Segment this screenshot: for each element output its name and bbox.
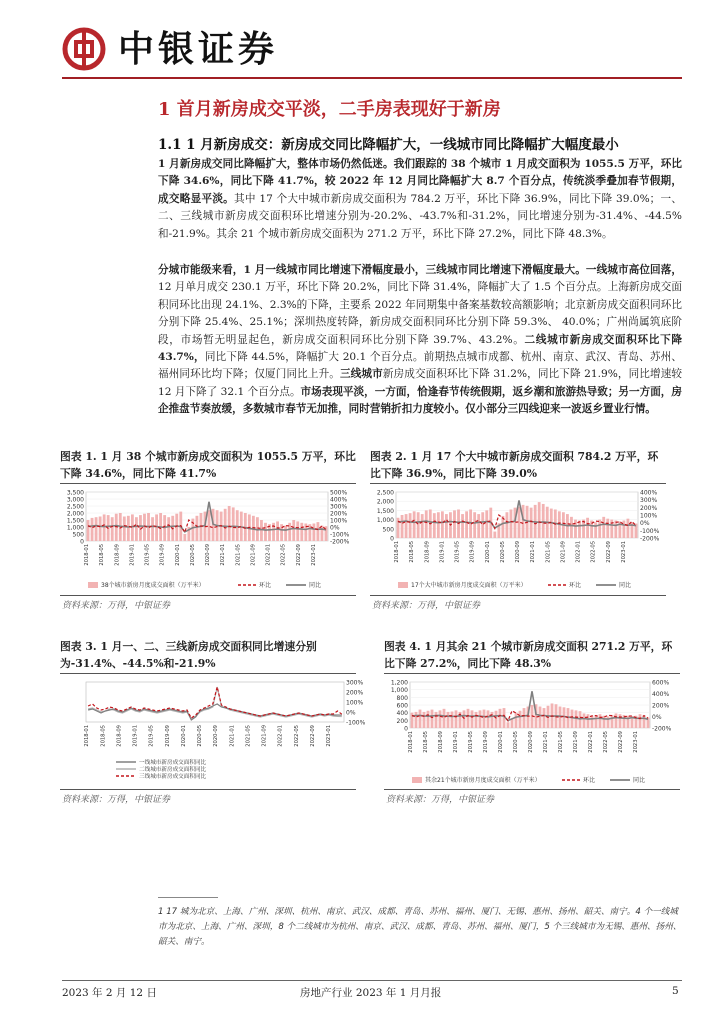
left-axis-tick-label: 1,200	[390, 679, 408, 687]
section-title: 1 首月新房成交平淡，二手房表现好于新房	[158, 99, 501, 120]
figure-1-bottom-rule	[60, 595, 356, 596]
bar	[594, 522, 597, 538]
x-axis-tick-label: 2018-05	[99, 543, 106, 566]
figure-1-rule	[60, 483, 356, 484]
paragraph-1	[158, 156, 682, 243]
legend-tier-label: 三线城市新房成交面积同比	[139, 774, 207, 780]
bar	[413, 511, 416, 538]
x-axis-tick-label: 2019-09	[164, 725, 171, 747]
bar	[495, 711, 498, 728]
figure-3-bottom-rule	[60, 789, 356, 790]
x-axis-tick-label: 2020-01	[484, 541, 491, 563]
figure-1-title: 图表 1. 1 月 38 个城市新房成交面积为 1055.5 万平，环比下降 34.6%，同比下降 41.7%	[60, 450, 356, 480]
figure-4-bottom-rule	[384, 789, 680, 790]
bar	[461, 514, 464, 538]
right-axis-tick-label: 100%	[640, 512, 658, 520]
bar	[453, 510, 456, 538]
legend-bar-label: 17个大中城市新房月度成交面积（万平米）	[411, 582, 527, 589]
right-axis-tick-label: 0%	[330, 524, 340, 532]
x-axis-tick-label: 2020-09	[515, 540, 521, 563]
bar	[421, 514, 424, 538]
left-axis-tick-label: 2,500	[66, 503, 84, 511]
bar	[599, 714, 602, 728]
x-axis-tick-label: 2018-09	[116, 725, 123, 747]
figure-3-source: 资料来源：万得，中银证券	[62, 795, 171, 805]
page-number: 5	[672, 985, 679, 997]
paragraph-2-text-2: 同比下降 44.5%，降幅扩大 20.1 个百分点。前期热点城市成都、杭州、南京、武汉、青岛、苏州、福州同环比均下降；仅厦门同比上升。	[158, 351, 683, 381]
right-axis-tick-label: 300%	[330, 503, 348, 511]
right-axis-tick-label: 400%	[330, 496, 348, 504]
left-axis-tick-label: 600	[396, 702, 408, 710]
bar	[471, 710, 474, 728]
bar	[284, 526, 287, 541]
x-axis-tick-label: 2020-09	[213, 725, 220, 747]
bar	[603, 716, 606, 728]
figure-2-source: 资料来源：万得，中银证券	[372, 601, 481, 611]
bar	[425, 510, 428, 538]
x-axis-tick-label: 2021-09	[573, 731, 579, 753]
left-axis-tick-label: 0	[390, 535, 394, 543]
bar	[543, 708, 546, 728]
x-axis-tick-label: 2020-01	[174, 544, 181, 566]
paragraph-1-bold: 1 月新房成交同比降幅扩大，整体市场仍然低迷。我们跟踪的 38 个城市 1 月成交面积为 1055.5 万平，环比下降 34.6%，同比下降 41.7%，较 2022 年 12 月同比降幅扩大 8.7 个百分点，传统淡季叠加春节假期，成交略显平淡。	[158, 158, 682, 205]
x-axis-tick-label: 2019-01	[129, 544, 136, 566]
bar	[598, 520, 601, 538]
bar	[435, 712, 438, 728]
x-axis-tick-label: 2021-01	[543, 731, 549, 753]
x-axis-tick-label: 2022-05	[603, 731, 609, 753]
boc-logo-icon	[62, 27, 106, 71]
bar	[465, 511, 468, 538]
bar	[481, 512, 484, 538]
x-axis-tick-label: 2023-01	[620, 541, 627, 563]
x-axis-tick-label: 2023-01	[633, 731, 639, 753]
right-axis-tick-label: 600%	[652, 679, 670, 687]
x-axis-tick-label: 2023-01	[310, 544, 317, 566]
bar	[451, 712, 454, 728]
bar	[405, 514, 408, 538]
bar	[127, 516, 130, 541]
paragraph-2-bold-1: 分城市能级来看，1 月一线城市同比增速下滑幅度最小，三线城市同比增速下滑幅度最大。一线城市高位回落，	[158, 264, 682, 276]
bar	[224, 509, 227, 541]
legend-bar-label: 38个城市新房月度成交面积（万平米）	[101, 582, 205, 589]
x-axis-tick-label: 2019-09	[159, 543, 166, 566]
left-axis-tick-label: 2,000	[66, 510, 84, 518]
legend-mom-label: 环比	[569, 582, 582, 589]
bar	[91, 518, 94, 541]
x-axis-tick-label: 2022-01	[265, 543, 272, 566]
bar	[417, 512, 420, 538]
bar	[510, 509, 513, 538]
x-axis-tick-label: 2022-09	[295, 544, 302, 566]
bar	[167, 517, 170, 541]
x-axis-tick-label: 2021-05	[545, 541, 552, 563]
bar	[439, 710, 442, 728]
x-axis-tick-label: 2018-09	[438, 731, 444, 753]
bar	[483, 710, 486, 728]
right-axis-tick-label: 0%	[652, 714, 662, 721]
bar	[312, 524, 315, 542]
bar	[95, 517, 98, 541]
bar	[473, 512, 476, 538]
right-axis-tick-label: -100%	[330, 531, 350, 539]
bar	[602, 517, 605, 538]
x-axis-tick-label: 2022-09	[605, 541, 612, 563]
bar	[433, 513, 436, 538]
right-axis-tick-label: 0%	[640, 520, 650, 528]
bar	[619, 714, 622, 728]
bar	[409, 513, 412, 538]
paragraph-1-text: 其中 17 个大中城市新房成交面积为 784.2 万平，环比下降 36.9%，同比下降 39.0%；一、二、三线城市新房成交面积环比增速分别为-20.2%、-43.7%和-31.2%，同比增速分别为-31.4%、-44.5%和-21.9%。其余 21 个城市新房成交面积为 271.2 万平，环比下降 27.2%，同比下降 48.3%。	[158, 192, 682, 240]
bar	[523, 708, 526, 728]
left-axis-tick-label: 1,000	[376, 517, 394, 525]
legend-bar-swatch	[398, 582, 408, 588]
bar	[292, 520, 295, 541]
right-axis-tick-label: 200%	[652, 702, 670, 710]
bar	[419, 710, 422, 728]
x-axis-tick-label: 2020-05	[197, 724, 203, 747]
paragraph-2-bold-3: 三线城市	[340, 368, 383, 381]
bar	[401, 515, 404, 538]
footer-date: 2023 年 2 月 12 日	[62, 987, 157, 999]
bar	[493, 532, 496, 538]
bar	[571, 710, 574, 728]
x-axis-tick-label: 2019-01	[439, 541, 446, 563]
bar	[506, 512, 509, 538]
left-axis-tick-label: 3,500	[66, 489, 84, 497]
x-axis-tick-label: 2018-09	[424, 541, 431, 563]
x-axis-tick-label: 2021-09	[250, 544, 257, 566]
paragraph-2-text-3: 新房成交面积环比下降 31.2%，同比下降 21.9%，同比增速较 12 月下降了 32.1 个百分点。	[158, 368, 683, 398]
x-axis-tick-label: 2021-05	[558, 731, 564, 753]
bar	[570, 517, 573, 538]
bar	[595, 715, 598, 728]
bar	[443, 709, 446, 728]
left-axis-tick-label: 1,500	[66, 517, 84, 525]
x-axis-tick-label: 2021-01	[530, 540, 537, 563]
left-axis-tick-label: 0	[404, 725, 408, 733]
x-axis-tick-label: 2020-05	[499, 541, 506, 563]
right-axis-tick-label: -100%	[346, 719, 366, 727]
x-axis-tick-label: 2020-09	[528, 731, 534, 753]
bar	[487, 710, 490, 728]
plot-frame	[396, 492, 638, 538]
left-axis-tick-label: 200	[396, 717, 408, 725]
bar	[627, 519, 630, 538]
x-axis-tick-label: 2022-05	[293, 725, 300, 747]
bar	[232, 507, 235, 541]
x-axis-tick-label: 2021-09	[560, 541, 567, 563]
left-axis-tick-label: 800	[396, 694, 408, 702]
figure-1-source: 资料来源：万得，中银证券	[62, 601, 171, 611]
right-axis-tick-label: 300%	[346, 679, 364, 687]
figure-1-chart	[60, 486, 356, 598]
bar	[639, 714, 642, 728]
x-axis-tick-label: 2019-05	[454, 540, 461, 563]
bar	[151, 517, 154, 541]
x-axis-tick-label: 2022-01	[588, 731, 594, 753]
bar	[539, 707, 542, 728]
bar	[477, 514, 480, 538]
x-axis-tick-label: 2020-05	[189, 544, 196, 566]
right-axis-tick-label: 400%	[652, 691, 670, 698]
bar	[485, 510, 488, 538]
bar	[441, 511, 444, 538]
bar	[519, 711, 522, 728]
x-axis-tick-label: 2021-09	[261, 724, 268, 747]
bar	[264, 523, 267, 541]
bar	[196, 516, 199, 541]
bar	[575, 710, 578, 728]
bar	[296, 521, 299, 541]
legend-mom-label: 环比	[259, 582, 272, 589]
x-axis-tick-label: 2022-09	[309, 725, 316, 747]
right-axis-tick-label: 500%	[330, 489, 348, 497]
right-axis-tick-label: 300%	[640, 497, 658, 505]
left-axis-tick-label: 2,000	[376, 498, 394, 506]
footnote: 1 17 城为北京、上海、广州、深圳、杭州、南京、武汉、成都、青岛、苏州、福州、厦门、无锡、惠州、扬州、韶关、南宁。4 个一线城市为北京、上海、广州、深圳，8 个二线城市为杭州、南京、武汉、成都、青岛、苏州、福州、厦门，5 个三线城市为无锡、惠州、扬州、韶关、南宁。	[158, 907, 682, 947]
figure-4-title: 图表 4. 1 月其余 21 个城市新房成交面积 271.2 万平，环比下降 27.2%，同比下降 48.3%	[384, 640, 673, 670]
x-axis-tick-label: 2020-09	[205, 543, 211, 566]
right-axis-tick-label: 400%	[640, 489, 658, 497]
bar	[236, 510, 239, 541]
paragraph-2-bold-2: 二线城市新房成交面积环比下降 43.7%，	[158, 333, 682, 364]
x-axis-tick-label: 2018-01	[84, 724, 91, 747]
bar	[87, 520, 90, 541]
left-axis-tick-label: 2,500	[376, 489, 394, 497]
x-axis-tick-label: 2021-01	[229, 725, 236, 747]
x-axis-tick-label: 2019-05	[148, 725, 155, 747]
x-axis-tick-label: 2019-01	[453, 731, 459, 753]
right-axis-tick-label: -200%	[640, 535, 660, 543]
bar	[411, 713, 414, 728]
bar	[515, 713, 518, 728]
bar	[542, 504, 545, 538]
figure-4-chart	[384, 676, 680, 792]
bar	[123, 517, 126, 542]
x-axis-tick-label: 2022-01	[575, 540, 582, 563]
right-axis-tick-label: 100%	[330, 517, 348, 525]
bar	[397, 518, 400, 538]
bar	[317, 522, 320, 541]
bar	[447, 712, 450, 728]
x-axis-tick-label: 2020-01	[180, 725, 187, 747]
figure-4-source: 资料来源：万得，中银证券	[386, 795, 495, 805]
bar	[103, 514, 106, 541]
bar	[260, 520, 263, 541]
bar	[423, 712, 426, 728]
bar	[591, 716, 594, 728]
right-axis-tick-label: -100%	[640, 527, 660, 535]
x-axis-tick-label: 2021-05	[245, 725, 252, 747]
x-axis-tick-label: 2019-05	[144, 543, 151, 566]
left-axis-tick-label: 0	[80, 538, 84, 546]
paragraph-2-bold-4: 市场表现平淡，一方面，恰逢春节传统假期，返乡潮和旅游热导致；另一方面，房企推盘节奏放缓，多数城市春节无加推，同时营销折扣力度较小。仅小部分三四线迎来一波返乡置业行情。	[158, 385, 683, 416]
right-axis-tick-label: 200%	[640, 504, 658, 512]
bar	[530, 508, 533, 538]
legend-mom-label: 环比	[583, 777, 596, 784]
bar	[479, 710, 482, 728]
bar	[463, 710, 466, 728]
bar	[321, 526, 324, 541]
x-axis-tick-label: 2019-05	[468, 731, 474, 753]
bar	[155, 514, 158, 541]
bar	[578, 521, 581, 538]
bar	[135, 517, 138, 541]
footer-rule	[62, 980, 682, 981]
left-axis-tick-label: 500	[72, 531, 84, 539]
bar	[183, 534, 186, 541]
right-axis-tick-label: 200%	[346, 689, 364, 697]
left-axis-tick-label: 500	[382, 526, 394, 534]
bar	[611, 715, 614, 728]
footer-title: 房地产行业 2023 年 1 月月报	[300, 987, 442, 999]
paragraph-2-text-1: 12 月单月成交 230.1 万平，环比下降 20.2%，同比下降 31.4%，降幅扩大了 1.5 个百分点。上海新房成交面积同环比出现 24.1%、2.3%的下降，主要系 2022 年同期集中备案基数较高额影响；北京新房成交面积同环比分别下降 25.4%、25.1%；深圳热度转降，新房成交面积同环比分别下降 59.3%、 40.0%；广州尚属筑底阶段，市场暂无明显起色，新房成交面积同环比分别下降 39.7%、43.2%。	[158, 281, 682, 346]
bar	[507, 722, 510, 728]
bar	[143, 514, 146, 541]
subsection-title: 1.1 1 月新房成交：新房成交同比降幅扩大，一线城市同比降幅扩大幅度最小	[158, 137, 619, 153]
x-axis-tick-label: 2019-01	[132, 724, 139, 747]
bar	[583, 713, 586, 728]
bar	[499, 709, 502, 728]
figure-2-title: 图表 2. 1 月 17 个大中城市新房成交面积 784.2 万平，环比下降 36.9%，同比下降 39.0%	[370, 450, 659, 480]
bar	[300, 523, 303, 541]
bar	[522, 505, 525, 538]
bar	[475, 712, 478, 728]
header-rule	[62, 77, 682, 79]
left-axis-tick-label: 1,000	[66, 524, 84, 532]
x-axis-tick-label: 2019-09	[469, 540, 476, 563]
bar	[574, 520, 577, 538]
figure-3-chart	[60, 676, 366, 792]
bar	[587, 714, 590, 728]
bar	[431, 710, 434, 728]
right-axis-tick-label: 200%	[330, 510, 348, 518]
x-axis-tick-label: 2023-01	[326, 724, 332, 747]
bar	[455, 710, 458, 728]
legend-yoy-label: 同比	[633, 777, 646, 784]
bar	[427, 711, 430, 728]
bar	[467, 709, 470, 728]
figure-4-rule	[384, 673, 680, 674]
legend-tier-label: 二线城市新房成交面积同比	[139, 767, 207, 773]
left-axis-tick-label: 3,000	[66, 496, 84, 504]
right-axis-tick-label: 0%	[346, 709, 356, 717]
x-axis-tick-label: 2018-01	[394, 540, 400, 563]
x-axis-tick-label: 2022-09	[618, 731, 624, 753]
bar	[228, 506, 231, 541]
bar	[415, 712, 418, 728]
x-axis-tick-label: 2022-05	[280, 543, 287, 566]
left-axis-tick-label: 400	[396, 710, 408, 718]
x-axis-tick-label: 2022-01	[277, 725, 284, 747]
bar	[437, 512, 440, 538]
x-axis-tick-label: 2020-01	[498, 731, 504, 753]
legend-bar-swatch	[88, 582, 98, 588]
tier3-line	[88, 687, 342, 718]
x-axis-tick-label: 2018-09	[114, 544, 121, 566]
figure-2-rule	[370, 483, 666, 484]
right-axis-tick-label: 100%	[346, 699, 364, 707]
bar	[445, 514, 448, 538]
x-axis-tick-label: 2018-05	[423, 731, 429, 753]
bar	[615, 713, 618, 728]
paragraph-2	[158, 262, 682, 419]
x-axis-tick-label: 2021-01	[220, 543, 227, 566]
x-axis-tick-label: 2018-01	[408, 731, 414, 753]
bar	[614, 521, 617, 538]
bar	[99, 517, 102, 542]
bar	[563, 707, 566, 728]
legend-tier-label: 一线城市新房成交面积同比	[139, 760, 207, 766]
left-axis-tick-label: 1,000	[390, 687, 408, 695]
x-axis-tick-label: 2018-05	[100, 725, 107, 747]
brand-name: 中银证券	[118, 29, 279, 70]
figure-2-chart	[370, 486, 666, 598]
right-axis-tick-label: -200%	[330, 538, 350, 546]
x-axis-tick-label: 2021-05	[235, 544, 242, 566]
x-axis-tick-label: 2019-09	[483, 731, 489, 753]
bar	[538, 502, 541, 538]
x-axis-tick-label: 2018-05	[409, 540, 416, 563]
legend-yoy-label: 同比	[619, 582, 632, 589]
tier1-line	[88, 704, 342, 720]
figure-2-bottom-rule	[370, 595, 666, 596]
legend-bar-swatch	[412, 777, 422, 783]
figure-3-rule	[60, 673, 356, 674]
x-axis-tick-label: 2022-05	[590, 540, 597, 563]
x-axis-tick-label: 2018-01	[84, 543, 90, 566]
left-axis-tick-label: 1,500	[376, 507, 394, 515]
bar	[586, 518, 589, 538]
bar	[606, 519, 609, 538]
legend-bar-label: 其余21个城市新房月度成交面积（万平米）	[425, 777, 541, 784]
legend-yoy-label: 同比	[309, 582, 322, 589]
bar	[111, 517, 114, 541]
figure-3-title: 图表 3. 1 月一、二、三线新房成交面积同比增速分别为-31.4%、-44.5%和-21.9%	[60, 640, 317, 670]
x-axis-tick-label: 2020-05	[513, 731, 519, 753]
right-axis-tick-label: -200%	[652, 725, 672, 733]
bar	[208, 510, 211, 541]
footnote-rule	[158, 897, 218, 898]
bar	[276, 521, 279, 541]
